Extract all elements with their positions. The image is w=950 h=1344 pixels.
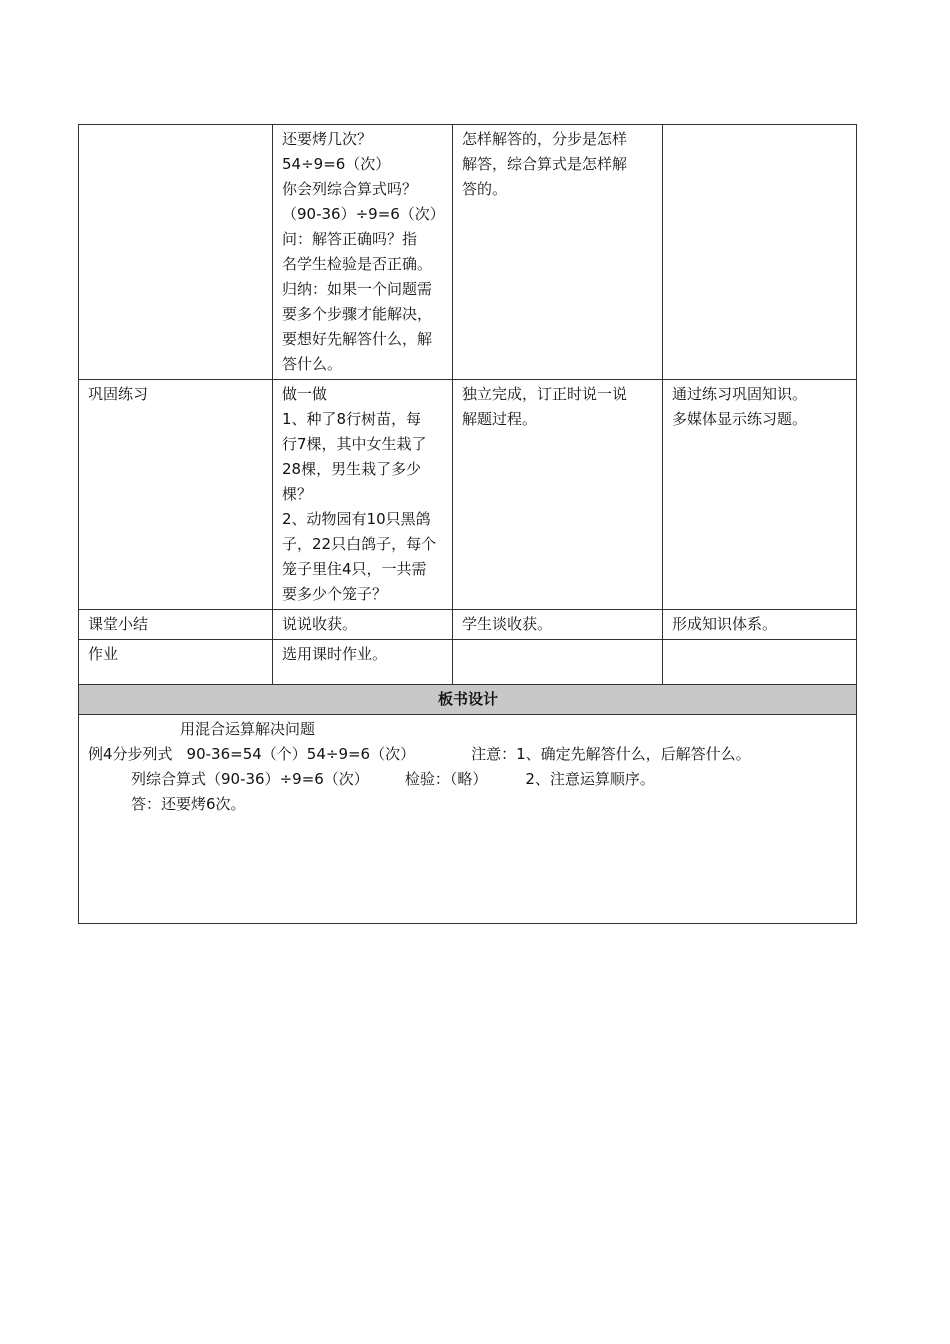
board-design-heading: 板书设计 [79,685,857,715]
stage-cell: 作业 [79,640,273,685]
text-line: 54÷9=6（次） [282,155,391,173]
text-line: 答的。 [462,180,508,198]
check-label: 检验：（略） [404,770,488,788]
text-line: 名学生检验是否正确。 [282,255,433,273]
text-line: 问：解答正确吗？指 [282,230,418,248]
stage-cell: 巩固练习 [79,380,273,610]
student-activity-cell [453,380,663,610]
table-row-homework [79,640,857,685]
board-body-row [79,715,857,924]
student-activity-cell [453,610,663,640]
design-intent-cell [663,380,857,610]
text-line: 要想好先解答什么，解 [282,330,433,348]
board-line-3 [88,792,848,817]
text-line: （90-36）÷9=6（次） [282,205,445,223]
text-line: 怎样解答的，分步是怎样 [462,130,628,148]
student-activity-cell [453,640,663,685]
text-line: 说说收获。 [282,615,358,633]
text-line: 要多个步骤才能解决， [282,305,433,323]
text-line: 1、种了8行树苗，每 [282,410,422,428]
board-heading-row [79,685,857,715]
design-intent-cell [663,610,857,640]
design-intent-cell [663,125,857,380]
text-line: 做一做 [282,385,328,403]
text-line: 28棵，男生栽了多少 [282,460,422,478]
table-row-summary [79,610,857,640]
answer-line: 答：还要烤6次。 [131,795,246,813]
text-line: 棵？ [282,485,313,503]
step-equations: 90-36=54（个）54÷9=6（次） [186,745,416,763]
lesson-plan-table [78,124,857,924]
text-line: 子，22只白鸽子，每个 [282,535,437,553]
text-line: 归纳：如果一个问题需 [282,280,433,298]
text-line: 多媒体显示练习题。 [672,410,808,428]
text-line: 2、动物园有10只黑鸽 [282,510,431,528]
teacher-activity-cell [273,380,453,610]
stage-cell: 课堂小结 [79,610,273,640]
text-line: 解题过程。 [462,410,538,428]
step-label: 例4分步列式 [88,745,173,763]
student-activity-cell [453,125,663,380]
teacher-activity-cell [273,610,453,640]
teacher-activity-cell [273,125,453,380]
note-2: 2、注意运算顺序。 [525,770,655,788]
board-title: 用混合运算解决问题 [180,720,316,738]
text-line: 形成知识体系。 [672,615,778,633]
teacher-activity-cell [273,640,453,685]
text-line: 解答，综合算式是怎样解 [462,155,628,173]
table-row-practice [79,380,857,610]
text-line: 还要烤几次？ [282,130,373,148]
text-line: 通过练习巩固知识。 [672,385,808,403]
stage-cell [79,125,273,380]
table-row-explanation [79,125,857,380]
text-line: 选用课时作业。 [282,645,388,663]
text-line: 独立完成，订正时说一说 [462,385,628,403]
text-line: 你会列综合算式吗？ [282,180,418,198]
text-line: 行7棵，其中女生栽了 [282,435,427,453]
text-line: 笼子里住4只，一共需 [282,560,427,578]
board-line-2 [88,767,848,792]
note-1: 注意：1、确定先解答什么，后解答什么。 [471,745,751,763]
board-line-1 [88,742,848,767]
text-line: 要多少个笼子？ [282,585,388,603]
text-line: 答什么。 [282,355,343,373]
combined-equation: 列综合算式（90-36）÷9=6（次） [131,770,369,788]
board-design-content [79,715,857,924]
design-intent-cell [663,640,857,685]
text-line: 学生谈收获。 [462,615,553,633]
